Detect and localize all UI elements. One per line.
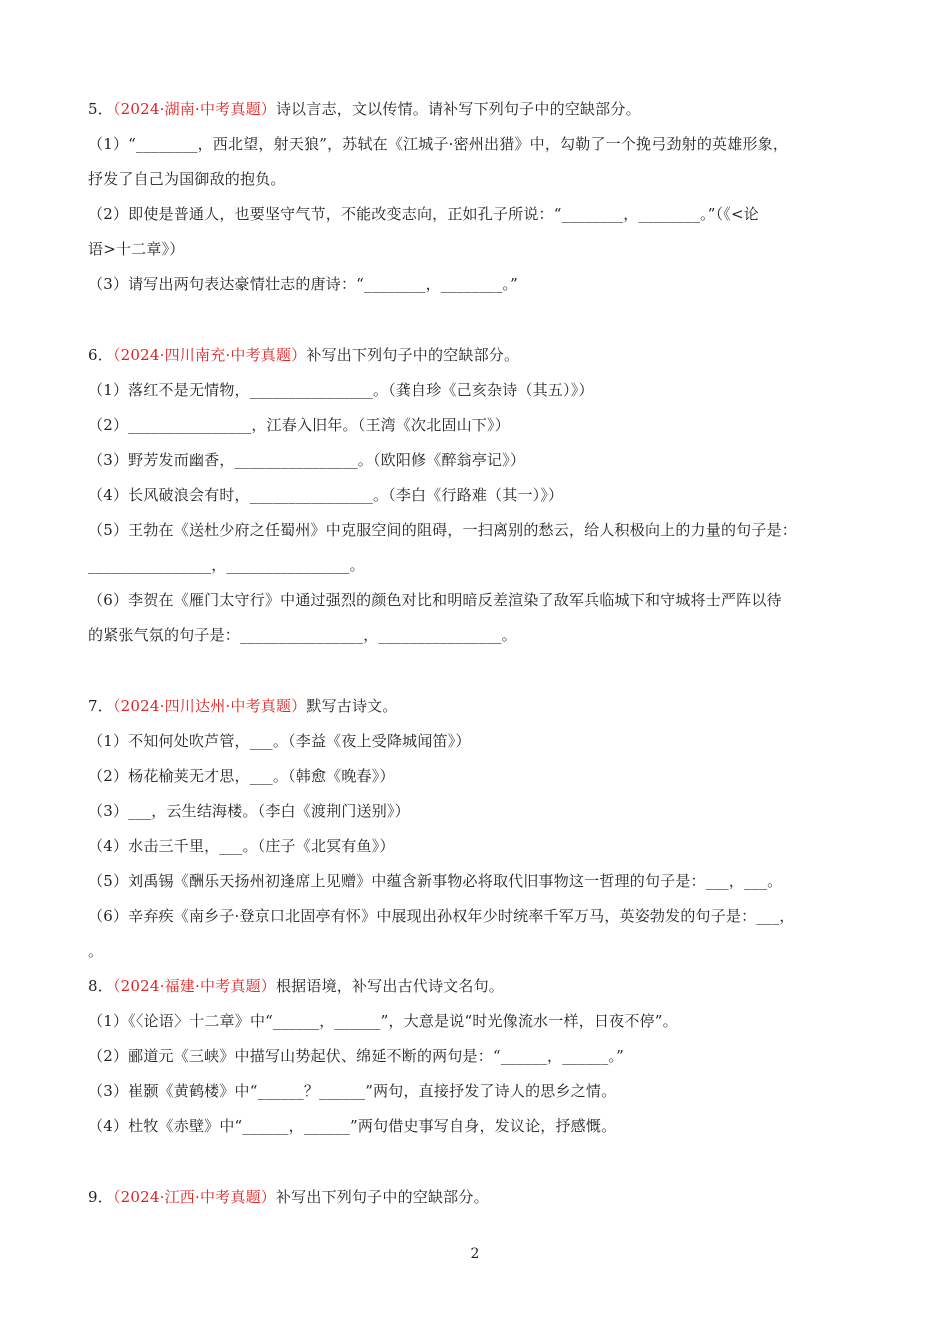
question-number: 5．: [88, 100, 113, 118]
question-stem: 根据语境，补写出古代诗文名句。: [275, 977, 504, 995]
question-line: （5）王勃在《送杜少府之任蜀州》中克服空间的阻碍，一扫离别的愁云，给人积极向上的力量的句子是：: [88, 521, 797, 539]
spacer: [88, 1144, 868, 1180]
question-line: （1）“________，西北望，射天狼”，苏轼在《江城子·密州出猎》中，勾勒了一个挽弓劲射的英雄形象，: [88, 135, 789, 153]
question-line: （4）长风破浪会有时，________________。（李白《行路难（其一）》）: [88, 486, 564, 504]
question-line: （4）杜牧《赤壁》中“______，______”两句借史事写自身，发议论，抒感慨。: [88, 1117, 617, 1135]
question-stem: 默写古诗文。: [306, 697, 398, 715]
question-line: （5）刘禹锡《酬乐天扬州初逢席上见赠》中蕴含新事物必将取代旧事物这一哲理的句子是：___，___。: [88, 872, 783, 890]
spacer: [88, 302, 868, 338]
question-5-header: [88, 92, 868, 127]
question-number: 8．: [88, 977, 113, 995]
question-stem: 补写出下列句子中的空缺部分。: [275, 1188, 489, 1206]
question-number: 6．: [88, 346, 113, 364]
question-source: （2024·四川达州·中考真题）: [112, 697, 307, 715]
question-source: （2024·福建·中考真题）: [112, 977, 276, 995]
question-line: （6）李贺在《雁门太守行》中通过强烈的颜色对比和明暗反差渲染了敌军兵临城下和守城将士严阵以待: [88, 591, 782, 609]
question-number: 7．: [88, 697, 113, 715]
question-line: 语>十二章》）: [88, 240, 185, 258]
question-line: （1）落红不是无情物，________________。（龚自珍《己亥杂诗（其五）》）: [88, 381, 594, 399]
question-line: （1）《〈论语〉十二章》中“______，______”，大意是说“时光像流水一样，日夜不停”。: [88, 1012, 678, 1030]
question-line: ________________，________________。: [88, 556, 365, 574]
question-source: （2024·四川南充·中考真题）: [112, 346, 307, 364]
question-line: （2）________________，江春入旧年。（王湾《次北固山下》）: [88, 416, 510, 434]
question-number: 9．: [88, 1188, 113, 1206]
question-line: （2）即使是普通人，也要坚守气节，不能改变志向，正如孔子所说：“________，________。”（《<论: [88, 205, 759, 223]
question-source: （2024·湖南·中考真题）: [112, 100, 276, 118]
question-line: （3）___，云生结海楼。（李白《渡荆门送别》）: [88, 802, 410, 820]
question-line: （6）辛弃疾《南乡子·登京口北固亭有怀》中展现出孙权年少时统率千军万马，英姿勃发的句子是：___，: [88, 907, 795, 925]
question-line: （2）郦道元《三峡》中描写山势起伏、绵延不断的两句是：“______，______。”: [88, 1047, 624, 1065]
question-line: 。: [88, 942, 104, 960]
page-number: 2: [470, 1246, 480, 1262]
document-page: [88, 92, 868, 1215]
question-9-header: [88, 1180, 868, 1215]
question-line: （4）水击三千里，___。（庄子《北冥有鱼》）: [88, 837, 395, 855]
question-stem: 诗以言志，文以传情。请补写下列句子中的空缺部分。: [275, 100, 641, 118]
question-stem: 补写出下列句子中的空缺部分。: [306, 346, 520, 364]
question-line: （1）不知何处吹芦管，___。（李益《夜上受降城闻笛》）: [88, 732, 471, 750]
question-8-header: [88, 969, 868, 1004]
question-line: （2）杨花榆荚无才思，___。（韩愈《晚春》）: [88, 767, 395, 785]
question-7-header: [88, 689, 868, 724]
question-line: （3）请写出两句表达豪情壮志的唐诗：“________，________。”: [88, 275, 518, 293]
question-line: 的紧张气氛的句子是：________________，________________。: [88, 626, 517, 644]
question-line: 抒发了自己为国御敌的抱负。: [88, 170, 286, 188]
question-line: （3）崔颢《黄鹤楼》中“______？______”两句，直接抒发了诗人的思乡之情。: [88, 1082, 617, 1100]
question-source: （2024·江西·中考真题）: [112, 1188, 276, 1206]
spacer: [88, 653, 868, 689]
question-6-header: [88, 338, 868, 373]
question-line: （3）野芳发而幽香，________________。（欧阳修《醉翁亭记》）: [88, 451, 526, 469]
